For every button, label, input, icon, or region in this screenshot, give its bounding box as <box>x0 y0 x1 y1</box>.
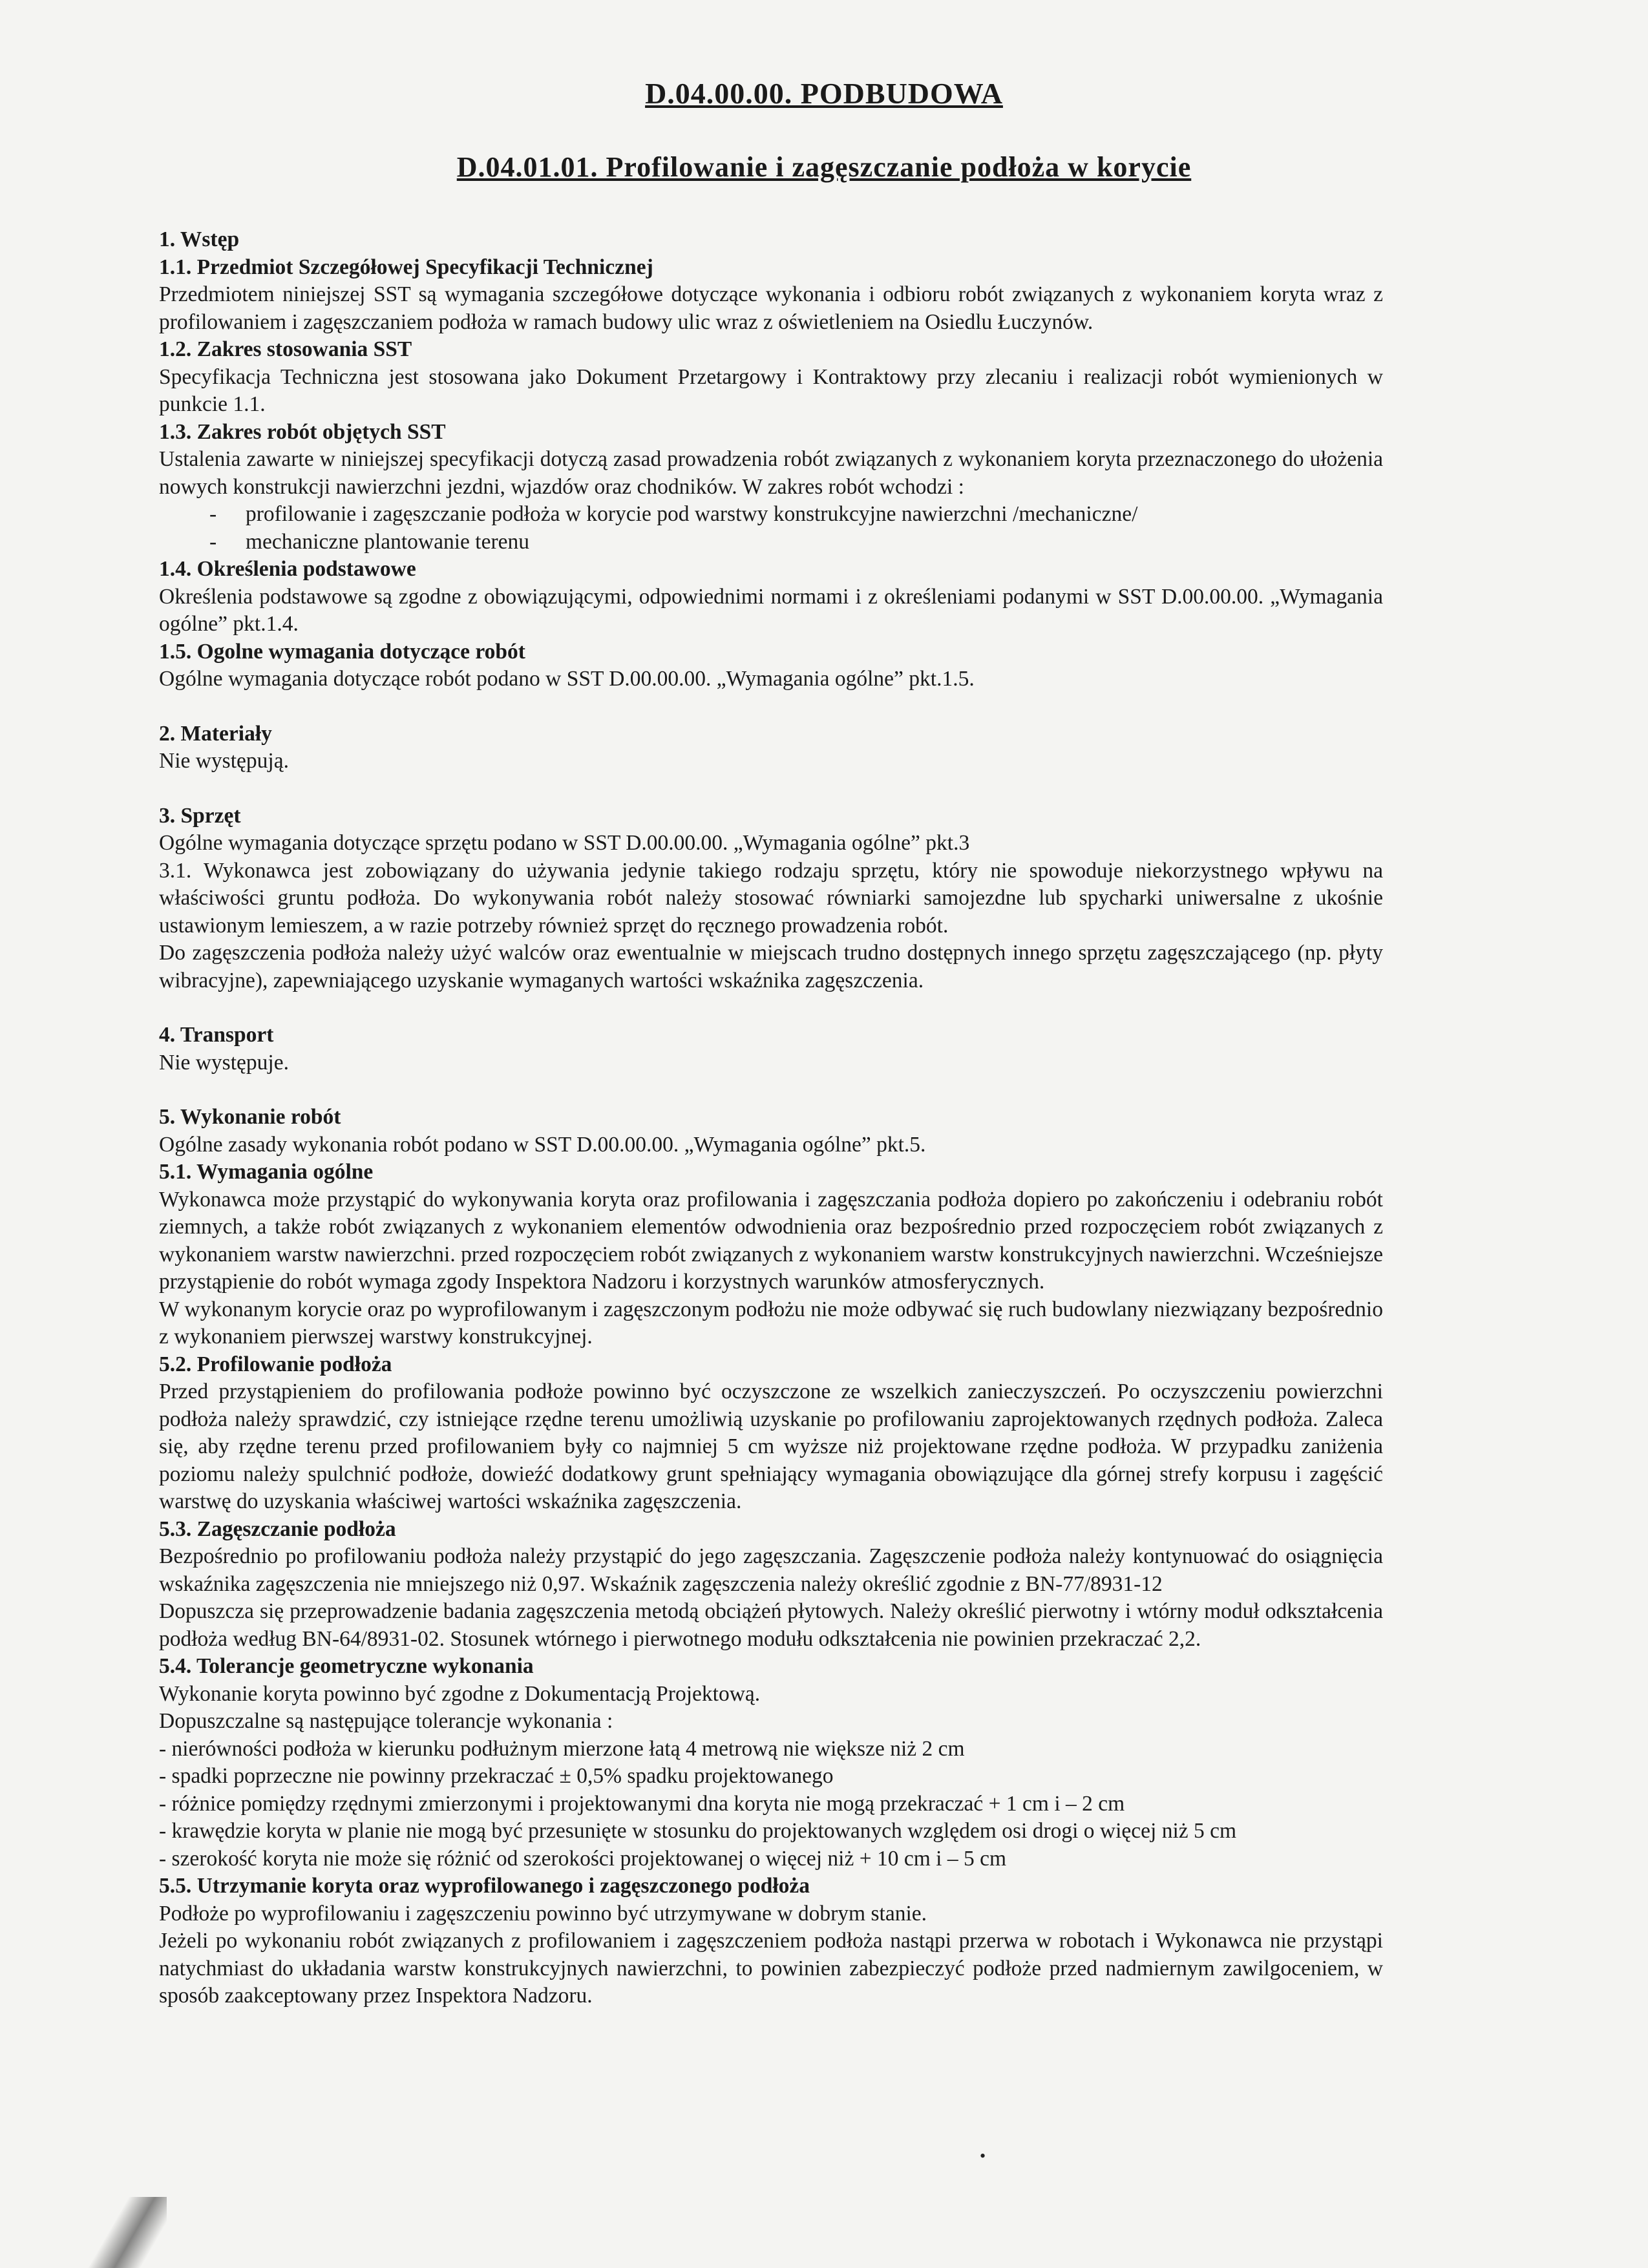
section-gap <box>159 775 1383 803</box>
paragraph: Podłoże po wyprofilowaniu i zagęszczeniu powinno być utrzymywane w dobrym stanie. <box>159 1901 927 1926</box>
bullet-item <box>159 529 1383 556</box>
paragraph: W wykonanym korycie oraz po wyprofilowanym i zagęszczonym podłożu nie może odbywać się ruch budowlany niezwiązany bezpośrednio z wykonaniem pierwszej warstwy konstrukcyjnej. <box>159 1297 1383 1349</box>
section-heading: 1.1. Przedmiot Szczegółowej Specyfikacji Technicznej <box>159 255 653 279</box>
paragraph: Dopuszczalne są następujące tolerancje wykonania : <box>159 1709 613 1733</box>
section-heading: 1.4. Określenia podstawowe <box>159 557 416 581</box>
paragraph: Nie występuje. <box>159 1050 289 1075</box>
paragraph: Przedmiotem niniejszej SST są wymagania szczegółowe dotyczące wykonania i odbioru robót związanych z wykonaniem koryta wraz z profilowaniem i zagęszczaniem podłoża w ramach budowy ulic wraz z oświetleniem na Osiedlu Łuczynów. <box>159 282 1383 334</box>
section-gap <box>159 1076 1383 1104</box>
paragraph: Wykonanie koryta powinno być zgodne z Dokumentacją Projektową. <box>159 1681 761 1706</box>
section-heading: 5.2. Profilowanie podłoża <box>159 1352 392 1376</box>
section-heading: 5.3. Zagęszczanie podłoża <box>159 1517 396 1541</box>
paragraph: Ogólne wymagania dotyczące sprzętu podano w SST D.00.00.00. „Wymagania ogólne” pkt.3 <box>159 831 970 855</box>
paragraph: - szerokość koryta nie może się różnić od szerokości projektowanej o więcej niż + 10 cm i – 5 cm <box>159 1846 1006 1871</box>
section-heading: 5.1. Wymagania ogólne <box>159 1160 374 1184</box>
document-body <box>159 226 1383 2010</box>
section-title: D.04.01.01. Profilowanie i zagęszczanie podłoża w korycie <box>456 151 1192 183</box>
section-heading: 5.5. Utrzymanie koryta oraz wyprofilowanego i zagęszczonego podłoża <box>159 1874 810 1898</box>
section-heading: 3. Sprzęt <box>159 803 241 828</box>
document-title: D.04.00.00. PODBUDOWA <box>645 77 1003 110</box>
section-heading: 5.4. Tolerancje geometryczne wykonania <box>159 1654 534 1678</box>
section-heading: 1. Wstęp <box>159 227 240 251</box>
paragraph: Ustalenia zawarte w niniejszej specyfikacji dotyczą zasad prowadzenia robót związanych z wykonaniem koryta przeznaczonego do ułożenia nowych konstrukcji nawierzchni jezdni, wjazdów oraz chodników. W zakres robót wchodzi : <box>159 447 1383 499</box>
bullet-dash: - <box>209 529 217 554</box>
paragraph: - nierówności podłoża w kierunku podłużnym mierzone łatą 4 metrową nie większe niż 2 cm <box>159 1736 965 1761</box>
paragraph: Jeżeli po wykonaniu robót związanych z profilowaniem i zagęszczeniem podłoża nastąpi przerwa w robotach i Wykonawca nie przystąpi natychmiast do układania warstw konstrukcyjnych nawierzchni, to powinien zabezpieczyć podłoże przed nadmiernym zawilgoceniem, w sposób zaakceptowany przez Inspektora Nadzoru. <box>159 1929 1383 2008</box>
bullet-text: profilowanie i zagęszczanie podłoża w korycie pod warstwy konstrukcyjne nawierzchni /mechaniczne/ <box>246 502 1138 526</box>
section-heading: 4. Transport <box>159 1023 274 1047</box>
paragraph: - spadki poprzeczne nie powinny przekraczać ± 0,5% spadku projektowanego <box>159 1764 834 1788</box>
paragraph: Do zagęszczenia podłoża należy użyć walców oraz ewentualnie w miejscach trudno dostępnych innego sprzętu zagęszczającego (np. płyty wibracyjne), zapewniającego uzyskanie wymaganych wartości wskaźnika zagęszczenia. <box>159 941 1383 992</box>
paragraph: Ogólne wymagania dotyczące robót podano w SST D.00.00.00. „Wymagania ogólne” pkt.1.5. <box>159 667 975 691</box>
paragraph: Ogólne zasady wykonania robót podano w SST D.00.00.00. „Wymagania ogólne” pkt.5. <box>159 1132 926 1157</box>
bullet-dash: - <box>209 502 217 526</box>
section-heading: 2. Materiały <box>159 721 272 746</box>
section-heading: 1.2. Zakres stosowania SST <box>159 337 412 361</box>
paragraph: Określenia podstawowe są zgodne z obowiązującymi, odpowiednimi normami i z określeniami podanymi w SST D.00.00.00. „Wymagania ogólne” pkt.1.4. <box>159 584 1383 636</box>
paragraph: 3.1. Wykonawca jest zobowiązany do używania jedynie takiego rodzaju sprzętu, który nie spowoduje niekorzystnego wpływu na właściwości gruntu podłoża. Do wykonywania robót należy stosować równiarki samojezdne lub spycharki uniwersalne z ukośnie ustawionym lemieszem, a w razie potrzeby również sprzęt do ręcznego prowadzenia robót. <box>159 858 1383 938</box>
scan-fold-shadow <box>76 2197 167 2268</box>
paragraph: - krawędzie koryta w planie nie mogą być przesunięte w stosunku do projektowanych względem osi drogi o więcej niż 5 cm <box>159 1819 1237 1843</box>
paragraph: Specyfikacja Techniczna jest stosowana jako Dokument Przetargowy i Kontraktowy przy zlecaniu i realizacji robót wymienionych w punkcie 1.1. <box>159 364 1383 416</box>
section-gap <box>159 693 1383 720</box>
section-heading: 1.3. Zakres robót objętych SST <box>159 419 446 444</box>
scan-speck: • <box>980 2147 986 2165</box>
section-heading: 5. Wykonanie robót <box>159 1105 341 1129</box>
paragraph: Wykonawca może przystąpić do wykonywania koryta oraz profilowania i zagęszczania podłoża dopiero po zakończeniu i odebraniu robót ziemnych, a także robót związanych z wykonaniem elementów odwodnienia oraz bezpośrednio przed rozpoczęciem robót związanych z wykonaniem warstw nawierzchni. przed rozpoczęciem robót związanych z wykonaniem warstw konstrukcyjnych nawierzchni. Wcześniejsze przystąpienie do robót wymaga zgody Inspektora Nadzoru i korzystnych warunków atmosferycznych. <box>159 1187 1383 1294</box>
paragraph: Przed przystąpieniem do profilowania podłoże powinno być oczyszczone ze wszelkich zanieczyszczeń. Po oczyszczeniu powierzchni podłoża należy sprawdzić, czy istniejące rzędne terenu umożliwią uzyskanie po profilowaniu zaprojektowanych rzędnych podłoża. Zaleca się, aby rzędne terenu przed profilowaniem były co najmniej 5 cm wyższe niż projektowane rzędne podłoża. W przypadku zaniżenia poziomu należy spulchnić podłoże, dowieźć dodatkowy grunt spełniający wymagania obowiązujące dla górnej strefy korpusu i zagęścić warstwę do uzyskania właściwej wartości wskaźnika zagęszczenia. <box>159 1380 1383 1513</box>
bullet-text: mechaniczne plantowanie terenu <box>246 529 530 554</box>
paragraph: - różnice pomiędzy rzędnymi zmierzonymi i projektowanymi dna koryta nie mogą przekraczać + 1 cm i – 2 cm <box>159 1791 1125 1816</box>
bullet-item <box>159 501 1383 529</box>
paragraph: Dopuszcza się przeprowadzenie badania zagęszczenia metodą obciążeń płytowych. Należy określić pierwotny i wtórny moduł odkształcenia podłoża według BN-64/8931-02. Stosunek wtórnego i pierwotnego modułu odkształcenia nie powinien przekraczać 2,2. <box>159 1599 1383 1651</box>
section-heading: 1.5. Ogolne wymagania dotyczące robót <box>159 639 525 664</box>
paragraph: Nie występują. <box>159 749 289 773</box>
section-gap <box>159 994 1383 1022</box>
paragraph: Bezpośrednio po profilowaniu podłoża należy przystąpić do jego zagęszczania. Zagęszczenie podłoża należy kontynuować do osiągnięcia wskaźnika zagęszczenia nie mniejszego niż 0,97. Wskaźnik zagęszczenia należy określić zgodnie z BN-77/8931-12 <box>159 1544 1383 1596</box>
